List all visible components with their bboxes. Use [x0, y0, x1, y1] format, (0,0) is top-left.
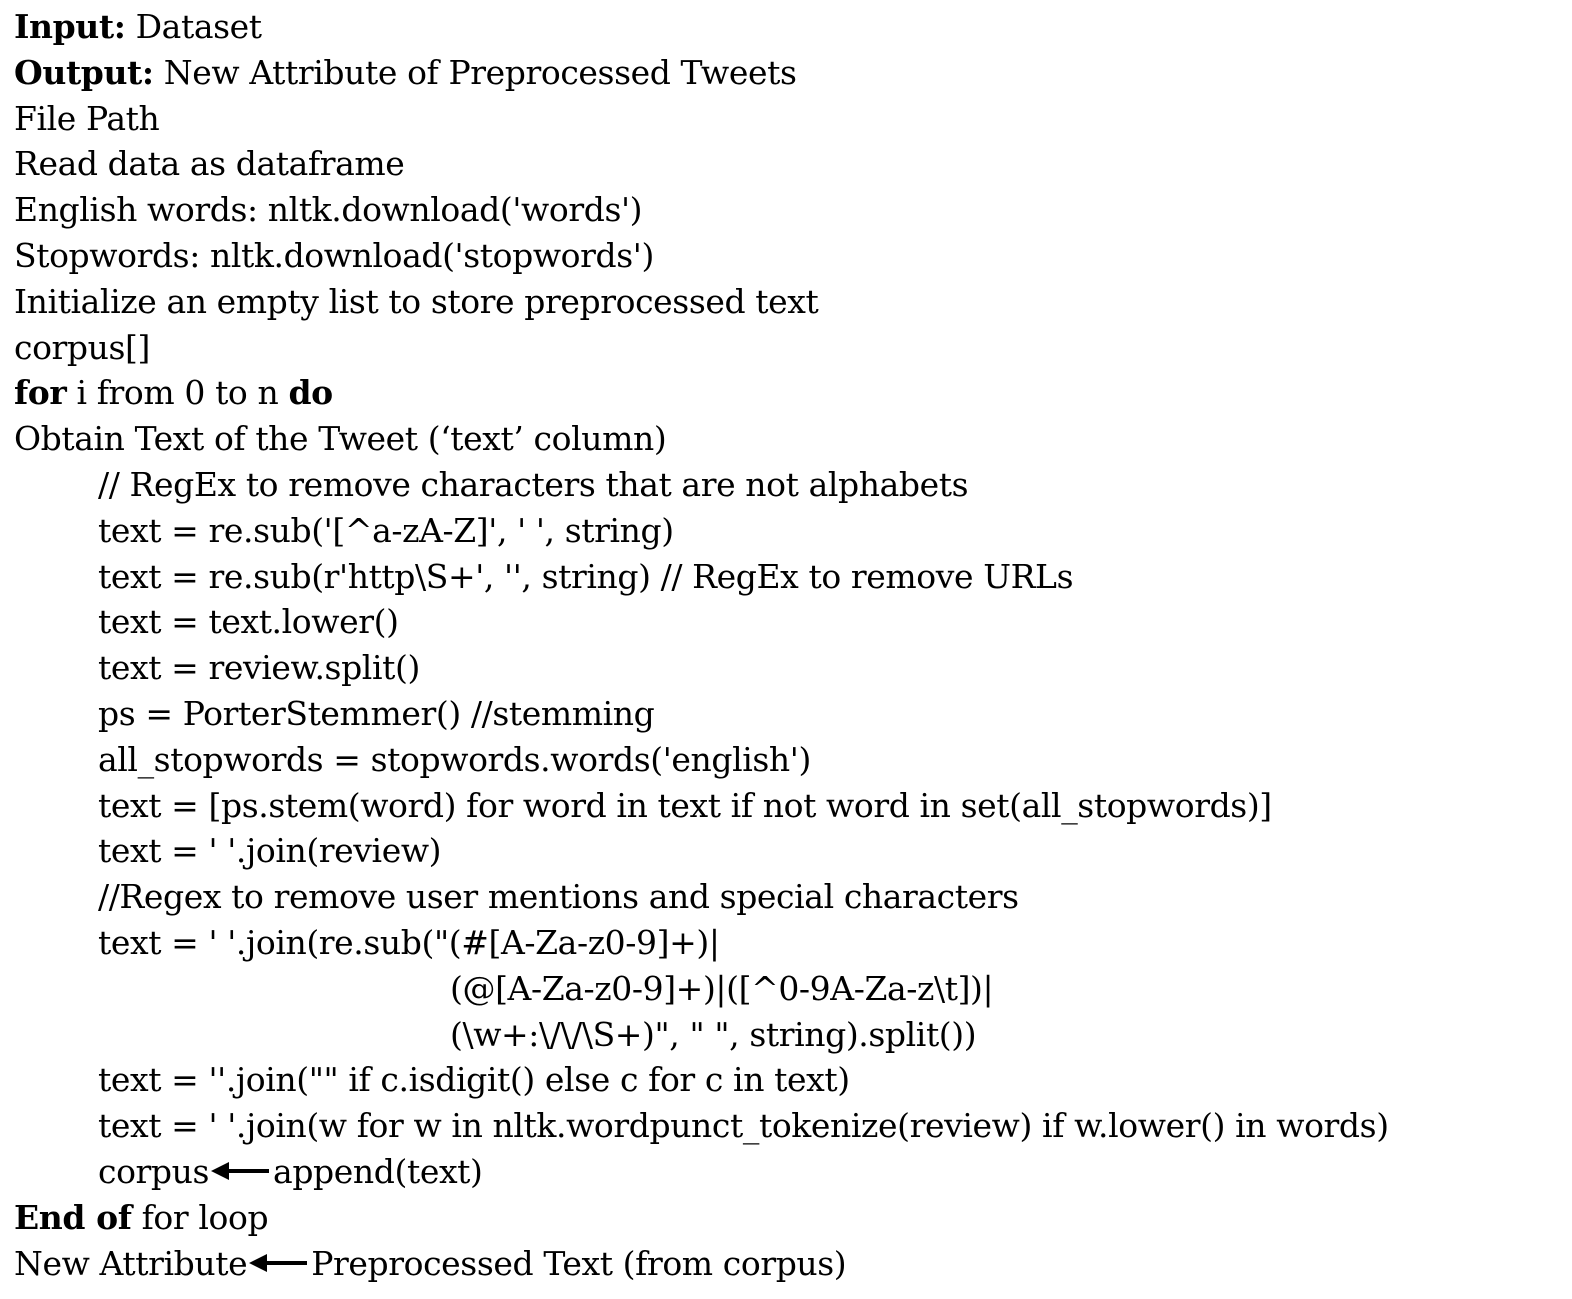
setup-line-read-data: Read data as dataframe [14, 144, 405, 184]
loop-body-line: text = text.lower() [98, 602, 399, 642]
regex-continuation-line: (@[A-Za-z0-9]+)|([^0-9A-Za-z\t])| [450, 968, 994, 1008]
setup-line-init-list: Initialize an empty list to store preprocessed text [14, 281, 819, 321]
loop-body-line: text = review.split() [98, 648, 420, 688]
setup-line-file-path: File Path [14, 98, 160, 138]
end-of-keyword: End of [14, 1197, 132, 1237]
setup-line-english-words: English words: nltk.download('words') [14, 190, 643, 230]
loop-body-line: text = ' '.join(re.sub("(#[A-Za-z0-9]+)| [98, 922, 720, 962]
output-label: Output: [14, 52, 154, 92]
input-line [14, 4, 1572, 50]
loop-body-line: // RegEx to remove characters that are not alphabets [98, 464, 969, 504]
final-lhs: New Attribute [14, 1243, 248, 1283]
obtain-text-line: Obtain Text of the Tweet (‘text’ column) [14, 419, 667, 459]
end-loop-text: for loop [131, 1197, 269, 1237]
for-loop-header [14, 370, 1572, 416]
output-line [14, 50, 1572, 96]
left-arrow-icon [211, 1161, 269, 1181]
loop-body-line: text = ' '.join(w for w in nltk.wordpunct_tokenize(review) if w.lower() in words) [98, 1106, 1389, 1146]
final-assignment-line [14, 1241, 1572, 1287]
loop-body-line: text = re.sub('[^a-zA-Z]', ' ', string) [98, 510, 674, 550]
input-value: Dataset [125, 7, 262, 46]
append-lhs: corpus [98, 1151, 210, 1191]
algorithm-block [14, 4, 1572, 1286]
final-rhs: Preprocessed Text (from corpus) [311, 1243, 847, 1283]
regex-continuation-line: (\w+:\/\/\S+)", " ", string).split()) [450, 1014, 977, 1054]
loop-range: i from 0 to n [66, 373, 289, 413]
do-keyword: do [288, 373, 333, 413]
loop-body-line: text = ''.join("" if c.isdigit() else c for c in text) [98, 1060, 850, 1100]
loop-body-line: ps = PorterStemmer() //stemming [98, 693, 655, 733]
left-arrow-icon [249, 1253, 307, 1273]
corpus-append-line [14, 1149, 1572, 1195]
end-loop-line [14, 1195, 1572, 1241]
loop-body-line: text = ' '.join(review) [98, 831, 442, 871]
setup-line-stopwords: Stopwords: nltk.download('stopwords') [14, 235, 654, 275]
for-keyword: for [14, 373, 67, 413]
input-label: Input: [14, 7, 126, 46]
setup-line-corpus: corpus[] [14, 327, 150, 367]
loop-body-line: all_stopwords = stopwords.words('english') [98, 739, 811, 779]
append-rhs: append(text) [273, 1151, 483, 1191]
loop-body-line: //Regex to remove user mentions and special characters [98, 877, 1019, 917]
loop-body-line: text = re.sub(r'http\S+', '', string) // RegEx to remove URLs [98, 556, 1074, 596]
loop-body-line: text = [ps.stem(word) for word in text if not word in set(all_stopwords)] [98, 785, 1272, 825]
output-value: New Attribute of Preprocessed Tweets [153, 52, 797, 92]
